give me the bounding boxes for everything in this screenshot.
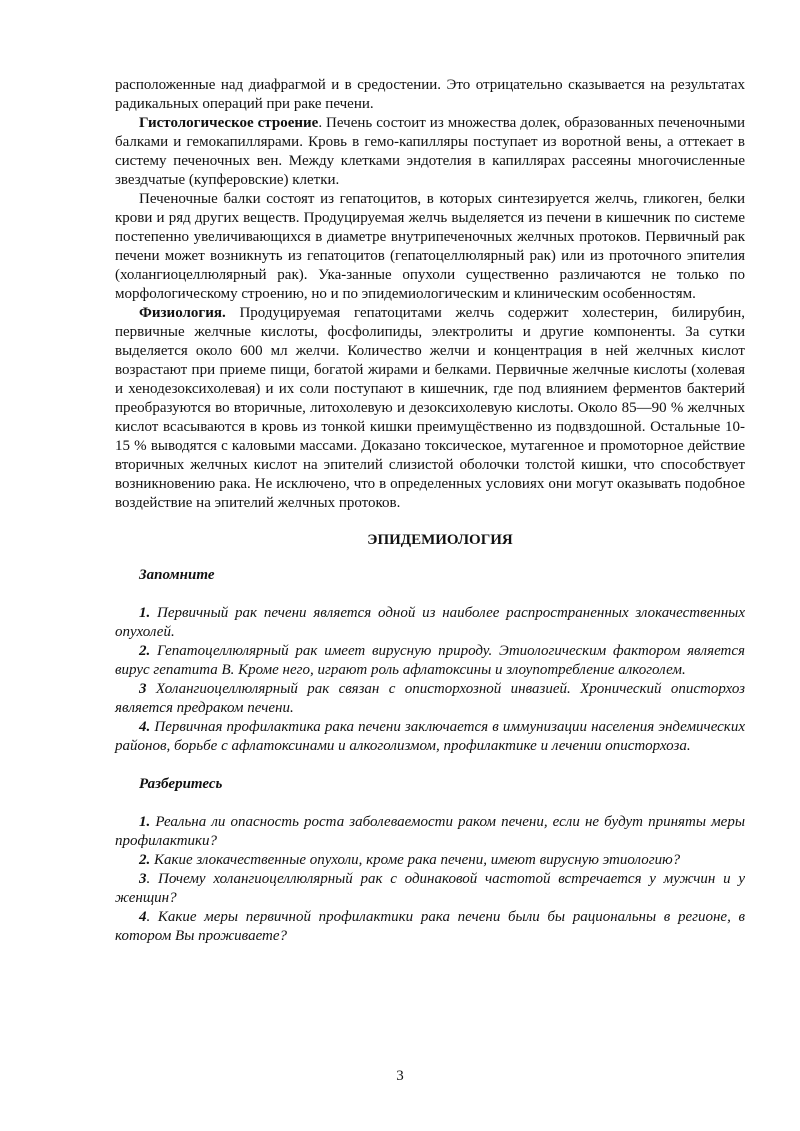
page-body <box>115 76 745 946</box>
physiology-heading: Физиология. <box>139 305 226 321</box>
understand-item-4-num: 4 <box>139 909 147 925</box>
histology-text: . Печень состоит из множества долек, образованных печеночными балками и гемокапиллярами. Кровь в гемо-капилляры поступает из воротной вены, а оттекает в систему печеночных вен. Между клетками эндотелия в капиллярах рассеяны многочисленные звездчатые (купферовские) клетки. <box>115 115 746 188</box>
understand-item-2-num: 2. <box>139 852 151 868</box>
remember-item-3-text: Холангиоцеллюлярный рак связан с описторхозной инвазией. Хронический описторхоз является предраком печени. <box>115 681 745 716</box>
remember-item-3 <box>115 680 745 718</box>
understand-item-2-text: Какие злокачественные опухоли, кроме рака печени, имеют вирусную этиологию? <box>150 852 681 868</box>
paragraph-beams: Печеночные балки состоят из гепатоцитов, в которых синтезируется желчь, гликоген, белки крови и ряд других веществ. Продуцируемая желчь выделяется из печени в кишечник по системе постепенно увеличивающихся в диаметре внутрипеченочных желчных протоков. Первичный рак печени может возникнуть из гепатоцитов (гепатоцеллюлярный рак) или из проточного эпителия (холангиоцеллюлярный рак). Ука-занные опухоли существенно различаются не только по морфологическому строению, но и по эпидемиологическим и клиническим особенностям. <box>115 191 745 302</box>
understand-item-1 <box>115 813 745 851</box>
paragraph-intro: расположенные над диафрагмой и в средостении. Это отрицательно сказывается на результатах радикальных операций при раке печени. <box>115 77 745 112</box>
understand-heading: Разберитесь <box>139 776 223 792</box>
paragraph-histology <box>115 114 745 190</box>
remember-item-2 <box>115 642 745 680</box>
understand-item-1-num: 1. <box>139 814 151 830</box>
paragraph-physiology <box>115 304 745 513</box>
remember-item-1 <box>115 604 745 642</box>
understand-item-3-text: . Почему холангиоцеллюлярный рак с одинаковой частотой встречается у мужчин и у женщин? <box>115 871 745 906</box>
page-number: 3 <box>396 1068 404 1084</box>
physiology-text: Продуцируемая гепатоцитами желчь содержит холестерин, билирубин, первичные желчные кислоты, фосфолипиды, электролиты и другие компоненты. За сутки выделяется около 600 мл желчи. Количество желчи и концентрация в ней желчных кислот возрастают при приеме пищи, богатой жирами и белками. Первичные желчные кислоты (холевая и хенодезоксихолевая) и их соли поступают в кишечник, где под влиянием ферментов бактерий преобразуются во вторичные, литохолевую и дезоксихолевую кислоты. Около 85—90 % желчных кислот всасываются в кровь из тонкой кишки преимущёственно из подвздошной. Остальные 10-15 % выводятся с каловыми массами. Доказано токсическое, мутагенное и промоторное действие вторичных желчных кислот на эпителий слизистой оболочки толстой кишки, что способствует возникновению рака. Не исключено, что в определенных условиях они могут оказывать подобное воздействие на эпителий желчных протоков. <box>115 305 745 511</box>
remember-item-4-text: Первичная профилактика рака печени заключается в иммунизации населения эндемических районов, борьбе с афлатоксинами и алкоголизмом, профилактике и лечении описторхоза. <box>115 719 745 754</box>
understand-item-4-text: . Какие меры первичной профилактики рака печени были бы рациональны в регионе, в котором Вы проживаете? <box>115 909 745 944</box>
understand-item-2 <box>115 851 745 870</box>
understand-item-1-text: Реальна ли опасность роста заболеваемости раком печени, если не будут приняты меры профилактики? <box>115 814 745 849</box>
remember-item-2-text: Гепатоцеллюлярный рак имеет вирусную природу. Этиологическим фактором является вирус гепатита В. Кроме него, играют роль афлатоксины и злоупотребление алкоголем. <box>115 643 745 678</box>
understand-item-4 <box>115 908 745 946</box>
remember-item-4-num: 4. <box>139 719 151 735</box>
section-title: ЭПИДЕМИОЛОГИЯ <box>367 532 513 548</box>
remember-item-1-text: Первичный рак печени является одной из наиболее распространенных злокачественных опухолей. <box>115 605 745 640</box>
remember-item-3-num: 3 <box>139 681 147 697</box>
remember-item-2-num: 2. <box>139 643 151 659</box>
remember-item-1-num: 1. <box>139 605 151 621</box>
understand-item-3-num: 3 <box>139 871 147 887</box>
understand-item-3 <box>115 870 745 908</box>
histology-heading: Гистологическое строение <box>139 115 319 131</box>
spacer <box>115 756 745 775</box>
remember-heading: Запомните <box>139 567 215 583</box>
remember-item-4 <box>115 718 745 756</box>
